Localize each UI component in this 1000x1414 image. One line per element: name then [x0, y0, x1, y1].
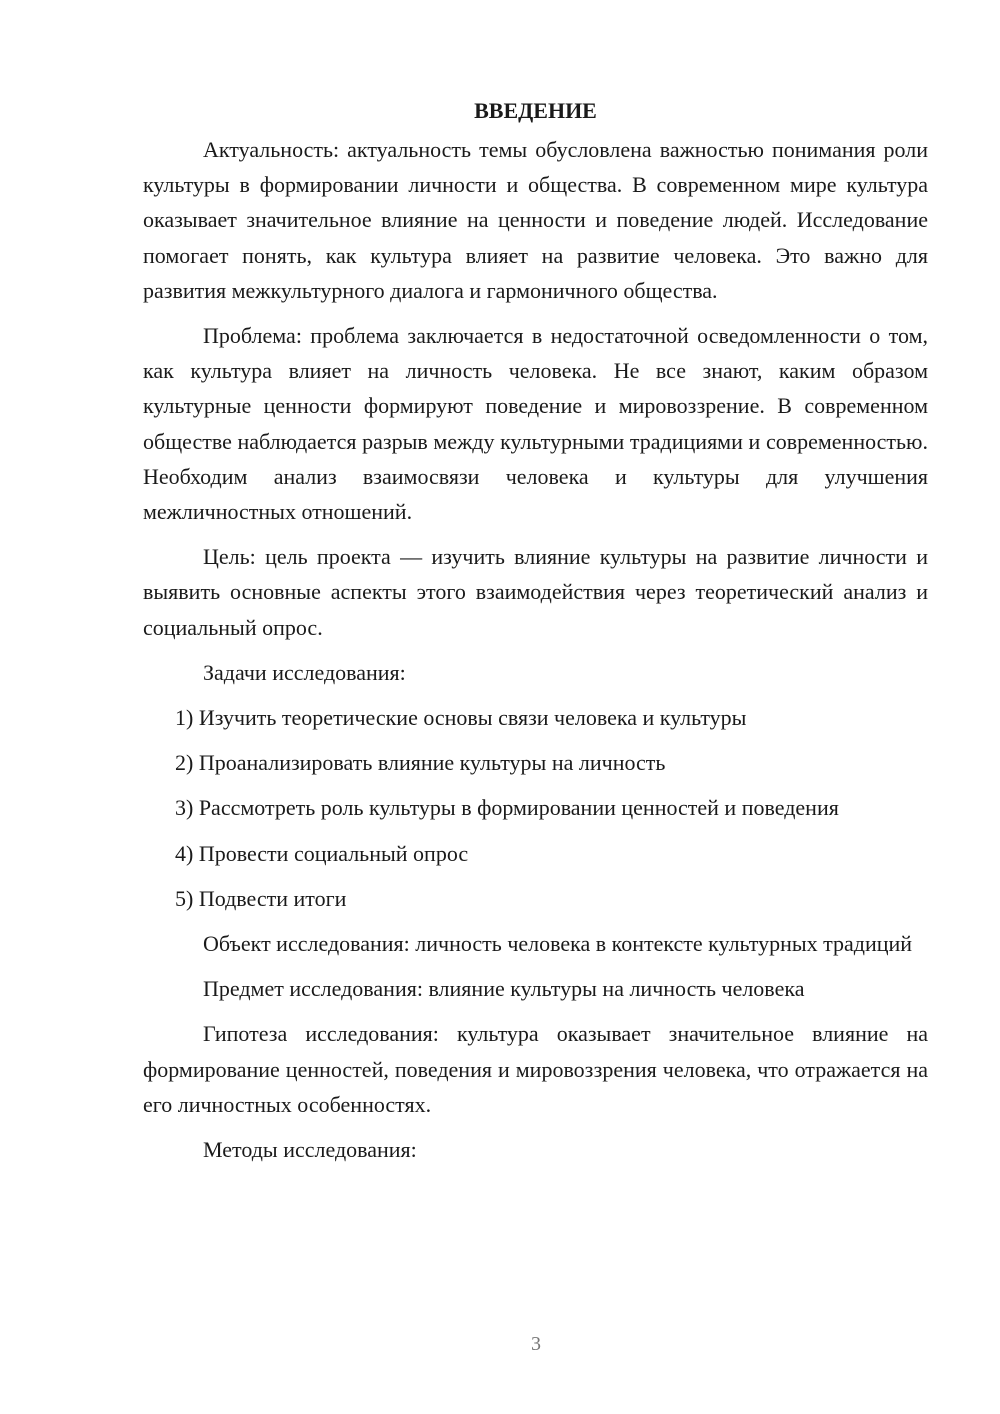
page-number: 3 — [531, 1333, 541, 1355]
task-item: 2) Проанализировать влияние культуры на личность — [175, 750, 666, 776]
problem-paragraph: Проблема: проблема заключается в недостаточной осведомленности о том, как культура влияет на личность человека. Не все знают, каким образом культурные ценности формируют поведение и мировоззрение. В современном обществе наблюдается разрыв между культурными традициями и современностью. Необходим анализ взаимосвязи человека и культуры для улучшения межличностных отношений. — [143, 323, 928, 525]
methods-heading: Методы исследования: — [203, 1137, 417, 1163]
page-title: ВВЕДЕНИЕ — [474, 98, 597, 123]
tasks-list — [143, 700, 928, 916]
goal-paragraph: Цель: цель проекта — изучить влияние культуры на развитие личности и выявить основные аспекты этого взаимодействия через теоретический анализ и социальный опрос. — [143, 544, 928, 640]
task-item: 1) Изучить теоретические основы связи человека и культуры — [175, 705, 747, 731]
object-paragraph: Объект исследования: личность человека в контексте культурных традиций — [203, 931, 913, 957]
tasks-heading: Задачи исследования: — [203, 659, 406, 685]
task-item: 3) Рассмотреть роль культуры в формировании ценностей и поведения — [175, 795, 839, 821]
subject-paragraph: Предмет исследования: влияние культуры на личность человека — [203, 976, 805, 1002]
page-content — [143, 92, 928, 1177]
task-item: 4) Провести социальный опрос — [175, 840, 469, 866]
task-item: 5) Подвести итоги — [175, 885, 347, 911]
hypothesis-paragraph: Гипотеза исследования: культура оказывает значительное влияние на формирование ценностей, поведения и мировоззрения человека, что отражается на его личностных особенностях. — [143, 1021, 928, 1117]
relevance-paragraph: Актуальность: актуальность темы обусловлена важностью понимания роли культуры в формировании личности и общества. В современном мире культура оказывает значительное влияние на ценности и поведение людей. Исследование помогает понять, как культура влияет на развитие человека. Это важно для развития межкультурного диалога и гармоничного общества. — [143, 137, 928, 303]
